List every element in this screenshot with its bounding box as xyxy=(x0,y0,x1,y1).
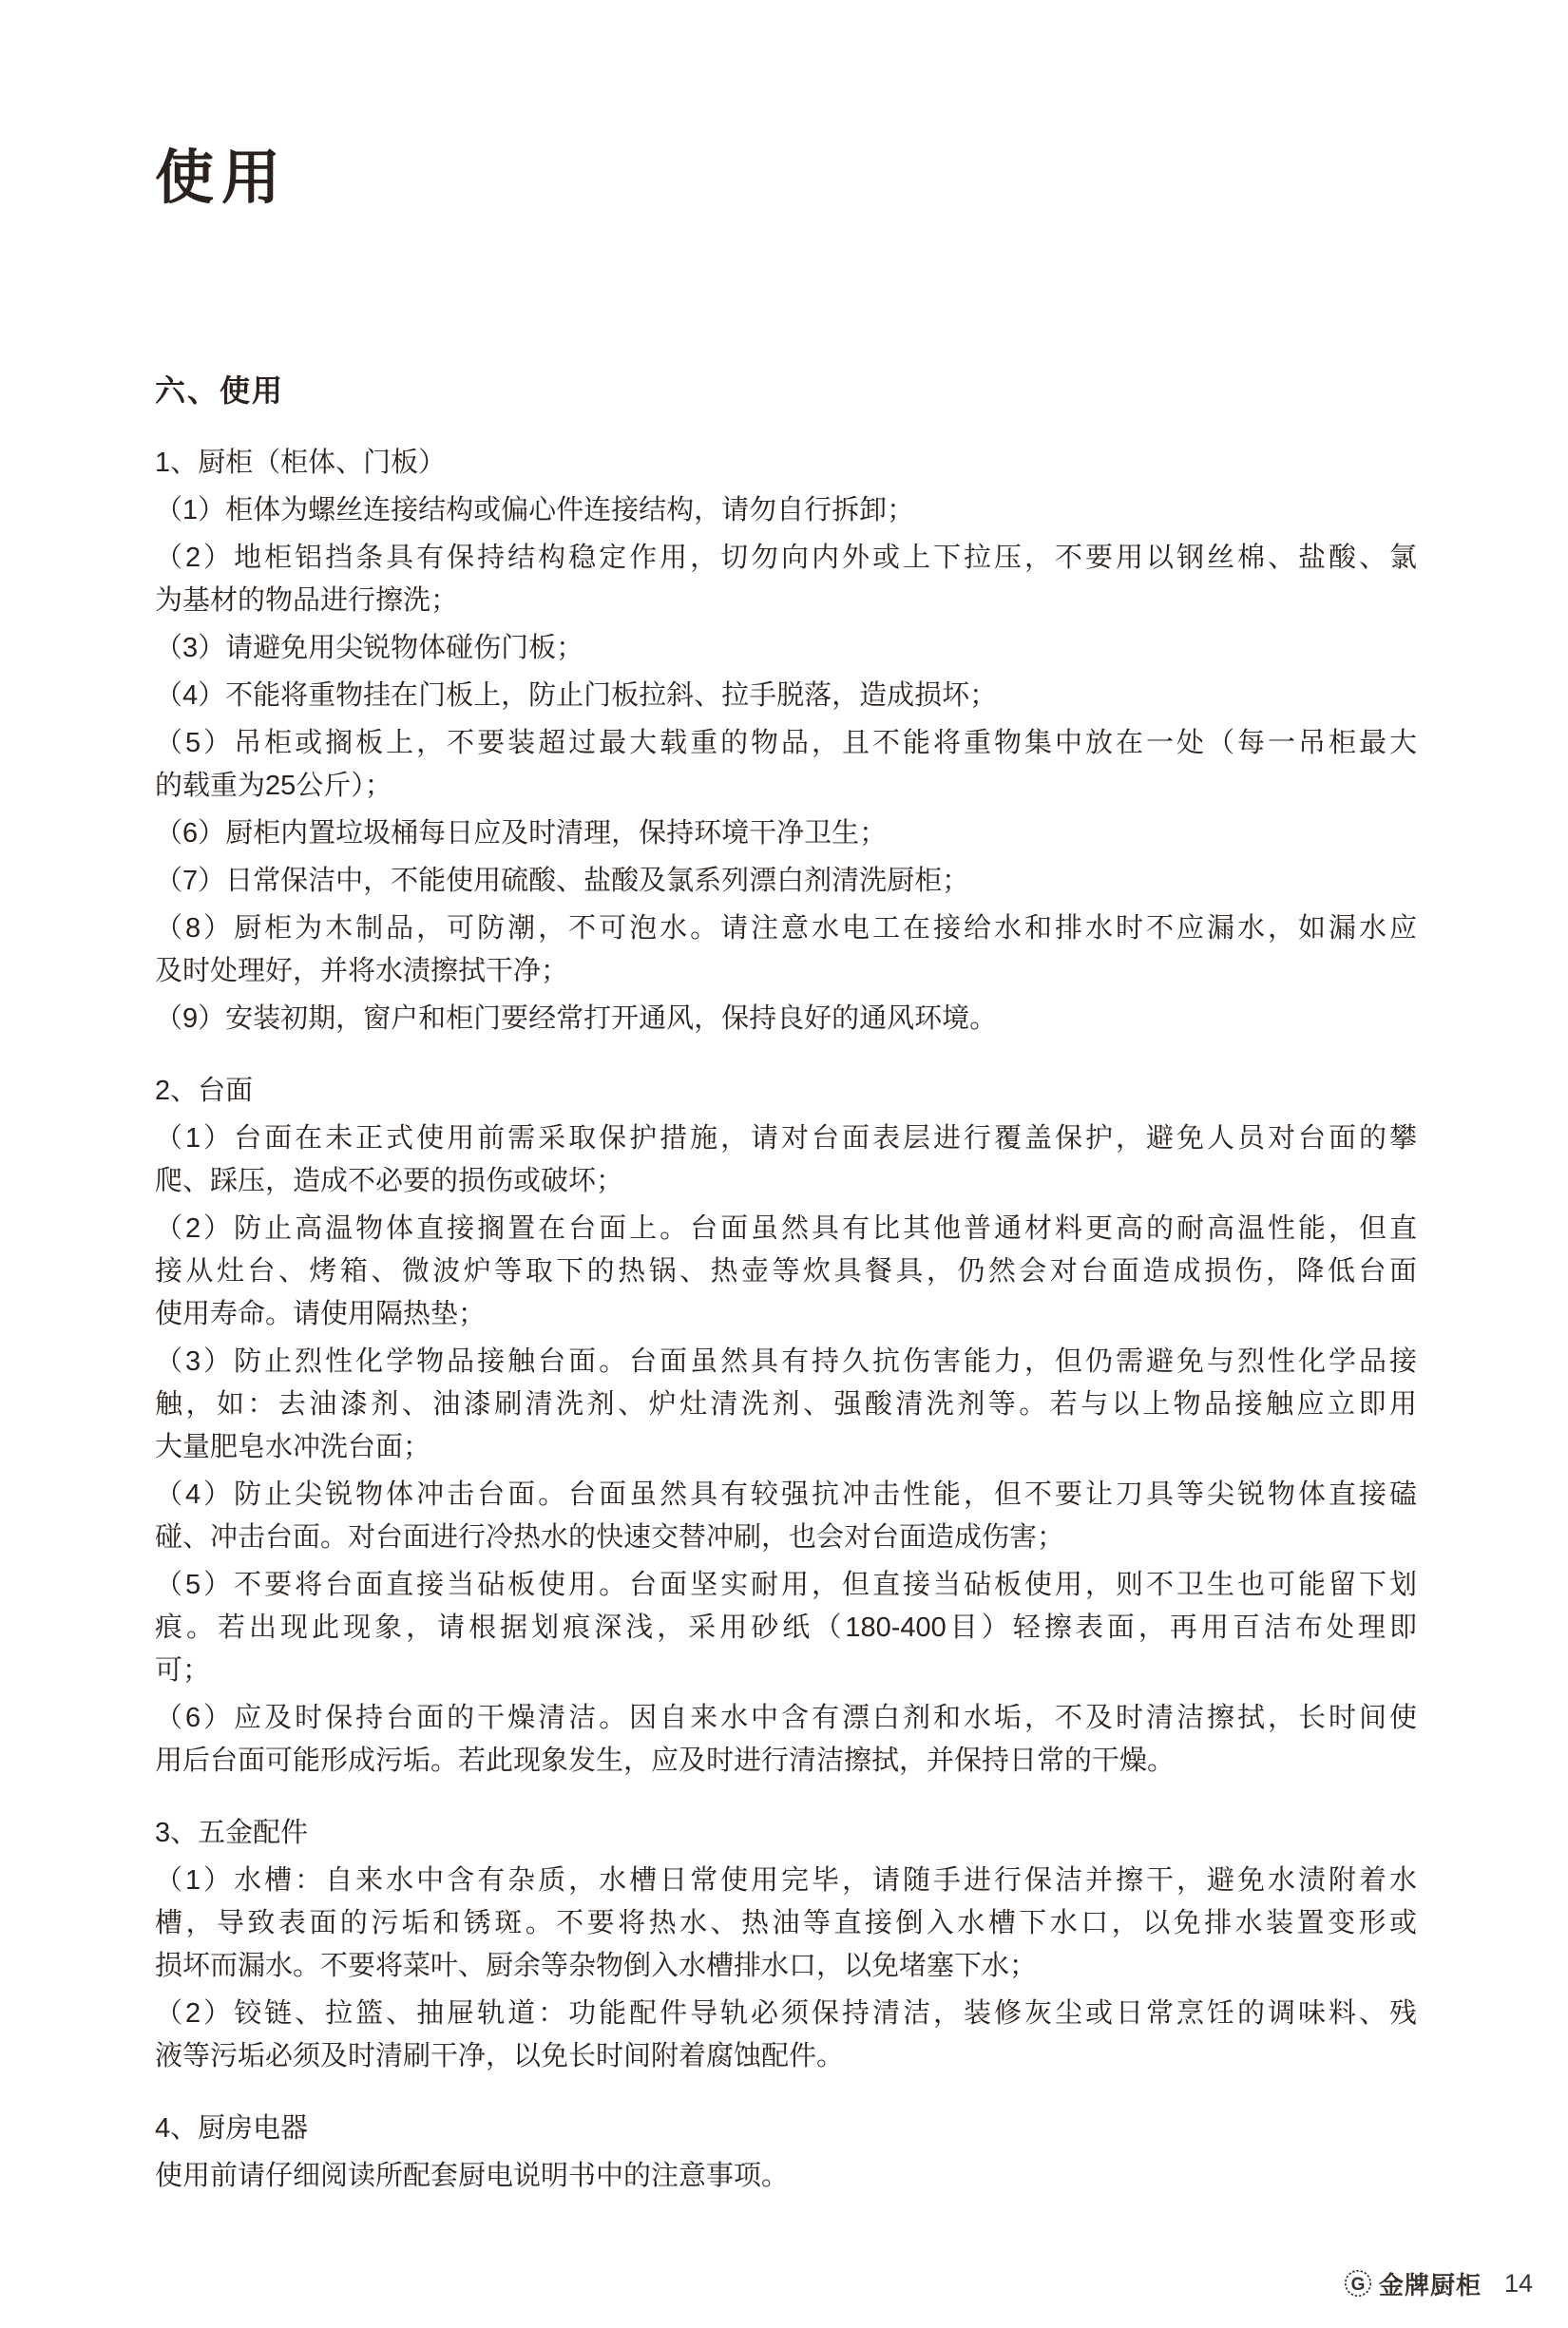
text-line: 接从灶台、烤箱、微波炉等取下的热锅、热壶等炊具餐具，仍然会对台面造成损伤，降低台面 xyxy=(155,1256,1417,1287)
subsection-heading: 2、台面 xyxy=(155,1076,254,1106)
svg-text:G: G xyxy=(1350,2275,1366,2295)
section-heading: 六、使用 xyxy=(155,373,285,408)
paragraph xyxy=(155,722,1417,808)
text-line: 用后台面可能形成污垢。若此现象发生，应及时进行清洁擦拭，并保持日常的干燥。 xyxy=(155,1746,1176,1776)
paragraph xyxy=(155,489,1417,532)
paragraph xyxy=(155,2155,1417,2198)
paragraph xyxy=(155,1860,1417,1988)
paragraph xyxy=(155,627,1417,670)
paragraph xyxy=(155,1564,1417,1692)
text-line: （5）不要将台面直接当砧板使用。台面坚实耐用，但直接当砧板使用，则不卫生也可能留下划 xyxy=(155,1570,1417,1600)
paragraph xyxy=(155,1341,1417,1469)
page-footer xyxy=(1344,2267,1533,2299)
brand-name: 金牌厨柜 xyxy=(1378,2270,1482,2299)
text-line: 大量肥皂水冲洗台面； xyxy=(155,1432,431,1462)
paragraph xyxy=(155,1208,1417,1336)
subsection-heading: 1、厨柜（柜体、门板） xyxy=(155,448,447,478)
text-line: 使用寿命。请使用隔热垫； xyxy=(155,1299,487,1329)
paragraph xyxy=(155,1474,1417,1559)
paragraph xyxy=(155,907,1417,993)
text-line: 液等污垢必须及时清刷干净，以免长时间附着腐蚀配件。 xyxy=(155,2041,845,2071)
text-line: 可； xyxy=(155,1655,211,1686)
subsection-heading: 4、厨房电器 xyxy=(155,2113,309,2144)
text-line: （4）防止尖锐物体冲击台面。台面虽然具有较强抗冲击性能，但不要让刀具等尖锐物体直接磕 xyxy=(155,1479,1417,1510)
text-line: 损坏而漏水。不要将菜叶、厨余等杂物倒入水槽排水口，以免堵塞下水； xyxy=(155,1951,1038,1981)
text-line: 为基材的物品进行擦洗； xyxy=(155,585,459,616)
paragraph xyxy=(155,860,1417,903)
text-line: （6）厨柜内置垃圾桶每日应及时清理，保持环境干净卫生； xyxy=(155,818,888,849)
text-line: （5）吊柜或搁板上，不要装超过最大载重的物品，且不能将重物集中放在一处（每一吊柜最大 xyxy=(155,728,1417,758)
text-line: （8）厨柜为木制品，可防潮，不可泡水。请注意水电工在接给水和排水时不应漏水，如漏水应 xyxy=(155,913,1417,944)
paragraph xyxy=(155,537,1417,622)
paragraph xyxy=(155,675,1417,717)
text-line: （2）地柜铝挡条具有保持结构稳定作用，切勿向内外或上下拉压，不要用以钢丝棉、盐酸、氯 xyxy=(155,543,1417,573)
text-line: （3）防止烈性化学物品接触台面。台面虽然具有持久抗伤害能力，但仍需避免与烈性化学品接 xyxy=(155,1346,1417,1377)
paragraph xyxy=(155,1993,1417,2078)
text-line: （2）防止高温物体直接搁置在台面上。台面虽然具有比其他普通材料更高的耐高温性能，但直 xyxy=(155,1213,1417,1244)
text-line: 触，如：去油漆剂、油漆刷清洗剂、炉灶清洗剂、强酸清洗剂等。若与以上物品接触应立即用 xyxy=(155,1389,1417,1420)
text-line: 及时处理好，并将水渍擦拭干净； xyxy=(155,956,569,986)
document-body xyxy=(155,442,1417,2198)
text-line: 使用前请仔细阅读所配套厨电说明书中的注意事项。 xyxy=(155,2161,790,2191)
text-line: 碰、冲击台面。对台面进行冷热水的快速交替冲刷，也会对台面造成伤害； xyxy=(155,1522,1065,1553)
text-line: （4）不能将重物挂在门板上，防止门板拉斜、拉手脱落，造成损坏； xyxy=(155,680,998,711)
text-line: （1）台面在未正式使用前需采取保护措施，请对台面表层进行覆盖保护，避免人员对台面的攀 xyxy=(155,1123,1417,1154)
page-title: 使用 xyxy=(155,145,289,211)
text-line: （1）水槽：自来水中含有杂质，水槽日常使用完毕，请随手进行保洁并擦干，避免水渍附着水 xyxy=(155,1865,1417,1896)
text-line: （2）铰链、拉篮、抽屉轨道：功能配件导轨必须保持清洁，装修灰尘或日常烹饪的调味料、残 xyxy=(155,1998,1417,2029)
brand-logo-icon xyxy=(1344,2269,1372,2298)
paragraph xyxy=(155,1697,1417,1783)
paragraph xyxy=(155,1117,1417,1203)
text-line: 爬、踩压，造成不必要的损伤或破坏； xyxy=(155,1166,624,1196)
subsection-heading: 3、五金配件 xyxy=(155,1818,309,1848)
paragraph xyxy=(155,812,1417,855)
text-line: （6）应及时保持台面的干燥清洁。因自来水中含有漂白剂和水垢，不及时清洁擦拭，长时间使 xyxy=(155,1703,1417,1733)
text-line: （9）安装初期，窗户和柜门要经常打开通风，保持良好的通风环境。 xyxy=(155,1003,998,1034)
text-line: 的载重为25公斤）； xyxy=(155,771,392,801)
text-line: （7）日常保洁中，不能使用硫酸、盐酸及氯系列漂白剂清洗厨柜； xyxy=(155,866,970,896)
text-line: （1）柜体为螺丝连接结构或偏心件连接结构，请勿自行拆卸； xyxy=(155,495,915,525)
text-line: 槽，导致表面的污垢和锈斑。不要将热水、热油等直接倒入水槽下水口，以免排水装置变形或 xyxy=(155,1908,1417,1938)
text-line: 痕。若出现此现象，请根据划痕深浅，采用砂纸（180-400目）轻擦表面，再用百洁布处理即 xyxy=(155,1612,1417,1643)
text-line: （3）请避免用尖锐物体碰伤门板； xyxy=(155,633,584,663)
page-number: 14 xyxy=(1503,2268,1533,2298)
paragraph xyxy=(155,998,1417,1040)
